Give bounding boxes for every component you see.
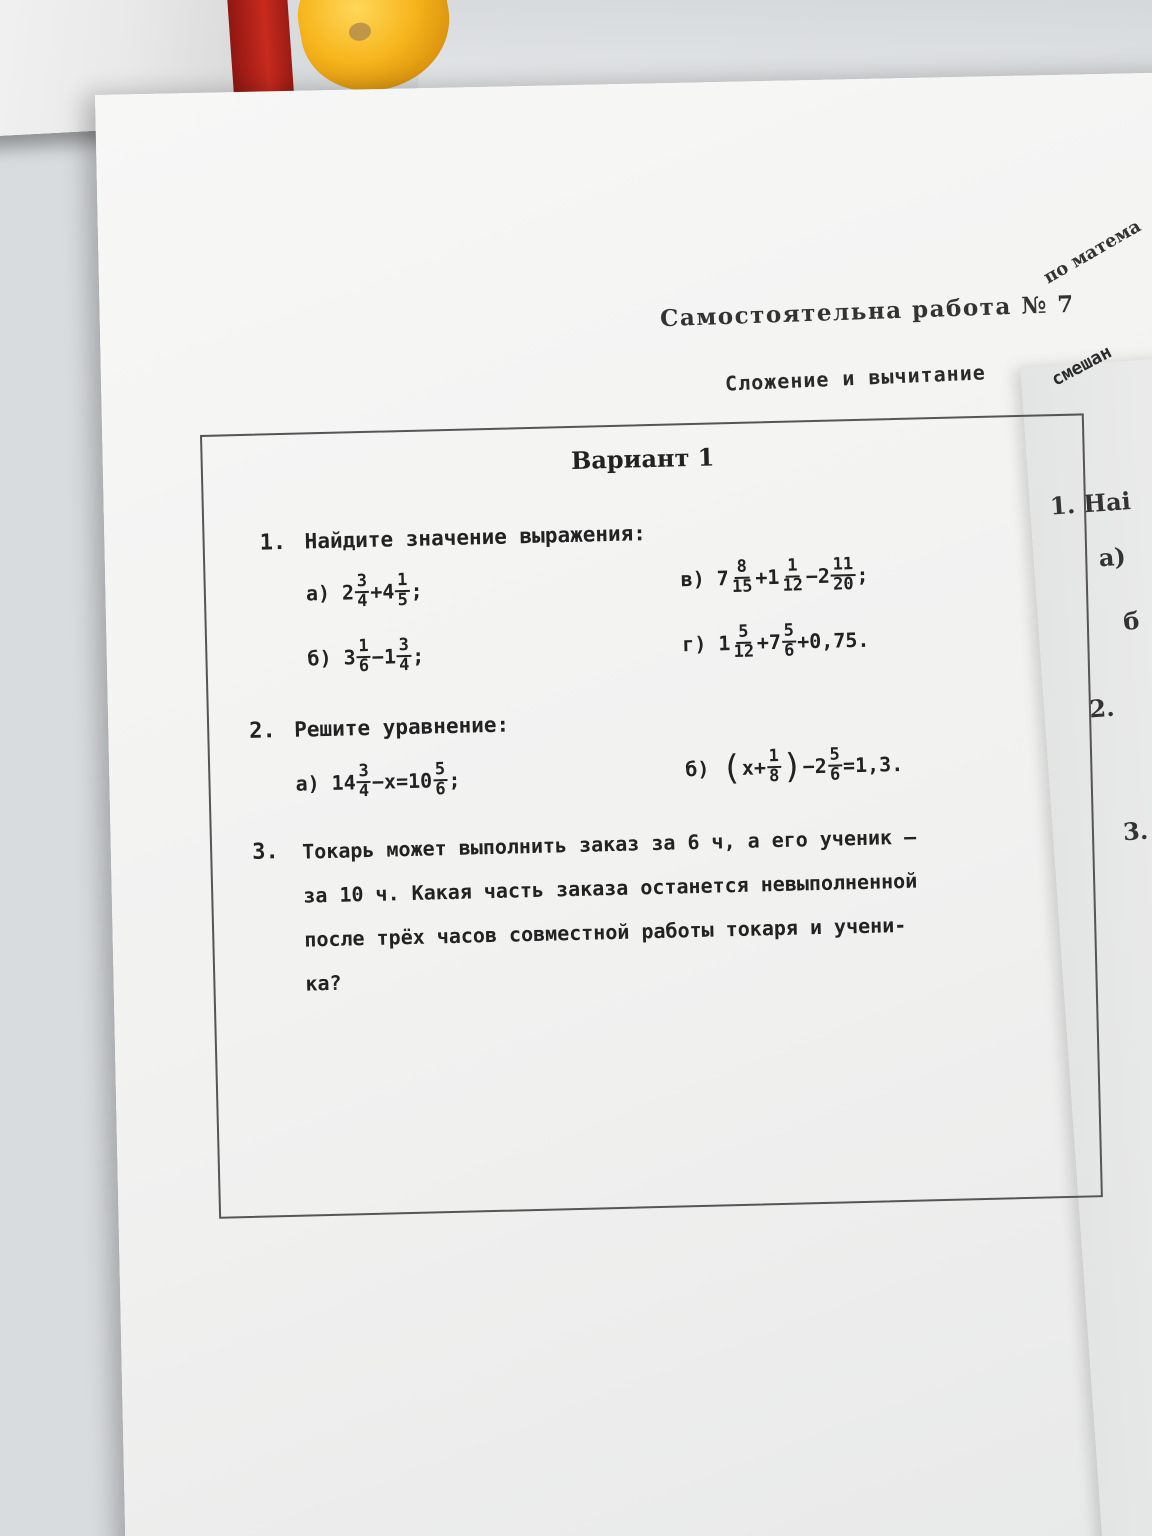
fraction: $\frac{5}{6}$ [783,620,795,661]
task-instruction: Найдите значение выражения: [304,521,647,554]
fraction: $\frac{3}{4}$ [398,634,410,676]
fraction: $\frac{5}{6}$ [829,744,841,785]
next-page-fragment: 3. [1121,815,1149,847]
fraction: $\frac{1}{8}$ [768,745,780,787]
whole-part: 7 [768,629,782,655]
word-problem: Токарь может выполнить заказ за 6 ч, а его ученик — за 10 ч. Какая часть заказа останется невыполненной после трёх часов совместной работы токаря и учени- ка? [301,824,918,996]
equation-a: а) 14 $\frac{3}{4}$ −x=10 $\frac{5}{6}$ ; [295,759,461,802]
next-page-fragment: 1. Наі [1049,486,1132,521]
fraction: $\frac{3}{4}$ [358,760,370,802]
variant-heading: Вариант 1 [570,442,715,475]
expression-a: а) 2 $\frac{3}{4}$ + 4 $\frac{1}{5}$ ; [305,569,423,612]
next-page-fragment: 2. [1088,692,1116,724]
item-label: в) [680,566,706,592]
fraction: $\frac{3}{4}$ [356,570,368,612]
whole-part: 7 [716,565,730,591]
item-label: б) [307,645,332,671]
fraction: $\frac{8}{15}$ [731,556,753,597]
worksheet-subtitle: Сложение и вычитание [724,360,987,396]
next-page-fragment: а) [1097,541,1127,573]
task-number: 3. [251,839,280,865]
expression-g: г) 1 $\frac{5}{12}$ + 7 $\frac{5}{6}$ +0,75. [681,620,870,662]
item-label: а) [295,771,320,796]
fraction: $\frac{1}{6}$ [358,635,370,677]
whole-part: 3 [343,645,356,670]
operator: + [756,630,770,655]
operator: + [369,579,383,604]
worksheet-title: Самостоятельна работа № 7 [659,290,1076,333]
whole-part: 14 [331,770,357,795]
fraction: $\frac{11}{20}$ [832,554,854,595]
item-label: б) [685,756,710,782]
fraction: $\frac{5}{6}$ [434,759,446,800]
operator: − [805,563,819,589]
fraction: $\frac{5}{12}$ [733,621,755,662]
whole-part: 1 [718,630,731,656]
worksheet-subtitle-tail: смешан [1048,341,1116,391]
whole-part: 2 [817,563,831,588]
whole-part: 1 [767,564,780,590]
fraction: $\frac{1}{12}$ [782,555,804,596]
task-number: 2. [248,718,277,744]
equation-b: б) ( x+ $\frac{1}{8}$ ) −2 $\frac{5}{6}$ =1,3. [685,744,904,789]
next-page-fragment: б [1122,605,1141,636]
whole-part: 4 [382,579,395,604]
whole-part: 1 [383,644,397,669]
task-instruction: Решите уравнение: [293,712,510,742]
task-number: 1. [259,529,287,556]
worksheet-title-tail: по матема [1040,215,1145,289]
operator: − [371,644,385,669]
expression-v: в) 7 $\frac{8}{15}$ + 1 $\frac{1}{12}$ − 2 $\frac{11}{20}$ ; [680,554,869,597]
item-label: а) [305,580,331,606]
fraction: $\frac{1}{5}$ [396,569,409,611]
operator: + [754,565,768,590]
expression-b: б) 3 $\frac{1}{6}$ − 1 $\frac{3}{4}$ ; [307,634,425,677]
task-card [200,413,1103,1218]
whole-part: 2 [341,580,355,605]
item-label: г) [681,631,707,657]
